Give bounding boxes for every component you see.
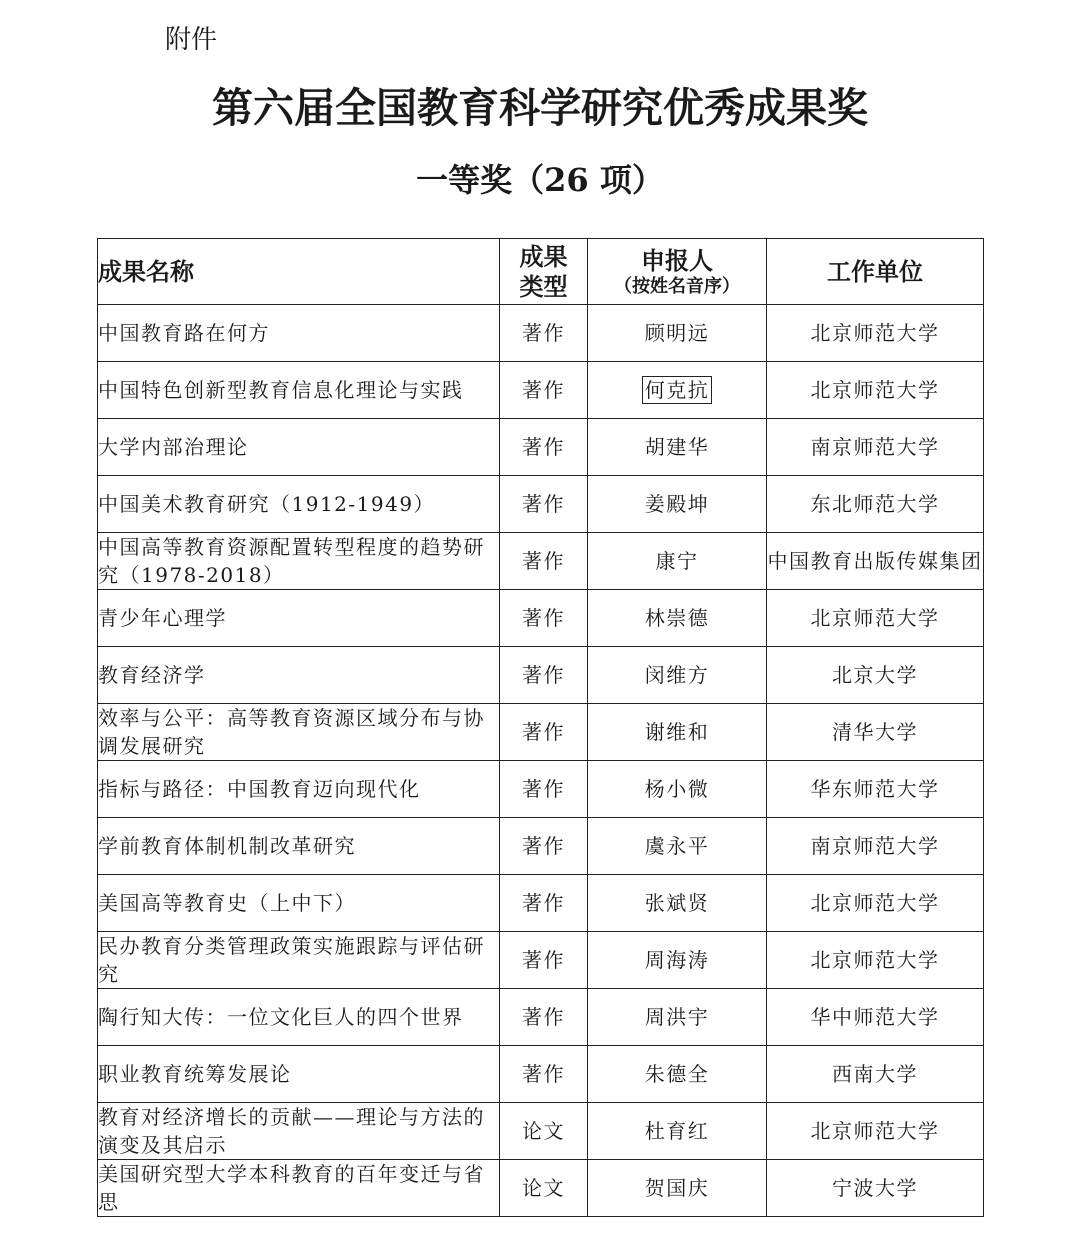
table-row: [98, 704, 984, 761]
page-title: 第六届全国教育科学研究优秀成果奖: [212, 84, 868, 132]
cell-achievement-type-text: 论文: [522, 1119, 565, 1143]
cell-achievement-type-text: 著作: [522, 948, 565, 972]
table-row: [98, 818, 984, 875]
cell-achievement-type: [500, 305, 588, 362]
cell-achievement-name: [98, 875, 500, 932]
cell-achievement-name: [98, 1160, 500, 1217]
cell-work-unit-text: 北京师范大学: [810, 891, 940, 915]
cell-work-unit: [767, 989, 984, 1046]
cell-achievement-name: [98, 818, 500, 875]
cell-work-unit-text: 南京师范大学: [810, 834, 940, 858]
cell-achievement-type-text: 著作: [522, 720, 565, 744]
cell-applicant: [588, 932, 767, 989]
cell-work-unit-text: 北京大学: [832, 663, 918, 687]
cell-work-unit-text: 北京师范大学: [810, 321, 940, 345]
cell-achievement-type: [500, 362, 588, 419]
cell-achievement-name: [98, 476, 500, 533]
cell-applicant-text: 康宁: [655, 549, 699, 573]
header-person-note: （按姓名音序）: [614, 275, 740, 297]
cell-work-unit-text: 中国教育出版传媒集团: [767, 549, 983, 573]
cell-achievement-name-text: 美国研究型大学本科教育的百年变迁与省思: [98, 1162, 485, 1214]
header-unit: 工作单位: [767, 239, 984, 305]
cell-achievement-name-text: 中国特色创新型教育信息化理论与实践: [98, 378, 464, 402]
cell-applicant-text: 贺国庆: [644, 1176, 710, 1200]
cell-work-unit: [767, 1160, 984, 1217]
cell-work-unit-text: 北京师范大学: [810, 378, 940, 402]
cell-achievement-type: [500, 1103, 588, 1160]
cell-achievement-type: [500, 419, 588, 476]
cell-applicant: [588, 362, 767, 419]
cell-applicant-text: 周海涛: [644, 948, 710, 972]
cell-achievement-name-text: 中国高等教育资源配置转型程度的趋势研究（1978-2018）: [98, 535, 485, 587]
cell-achievement-type-text: 著作: [522, 321, 565, 345]
cell-work-unit-text: 东北师范大学: [810, 492, 940, 516]
cell-achievement-name: [98, 932, 500, 989]
cell-achievement-name: [98, 1046, 500, 1103]
table-row: [98, 761, 984, 818]
cell-achievement-name-text: 中国美术教育研究（1912-1949）: [98, 492, 436, 516]
table-header-row: [98, 239, 984, 305]
cell-achievement-type-text: 著作: [522, 378, 565, 402]
cell-work-unit-text: 华东师范大学: [810, 777, 940, 801]
cell-achievement-name: [98, 761, 500, 818]
cell-achievement-type: [500, 818, 588, 875]
table-row: [98, 989, 984, 1046]
cell-applicant: [588, 875, 767, 932]
cell-applicant-text: 顾明远: [644, 321, 710, 345]
cell-achievement-name: [98, 704, 500, 761]
cell-achievement-name-text: 效率与公平：高等教育资源区域分布与协调发展研究: [98, 706, 485, 758]
table-row: [98, 590, 984, 647]
cell-work-unit: [767, 875, 984, 932]
cell-achievement-name: [98, 590, 500, 647]
cell-achievement-type-text: 著作: [522, 492, 565, 516]
cell-work-unit: [767, 305, 984, 362]
table-row: [98, 647, 984, 704]
cell-work-unit-text: 清华大学: [832, 720, 918, 744]
table-row: [98, 1160, 984, 1217]
table-row: [98, 419, 984, 476]
cell-achievement-type-text: 著作: [522, 549, 565, 573]
cell-applicant-text: 谢维和: [644, 720, 710, 744]
cell-achievement-type-text: 著作: [522, 435, 565, 459]
cell-achievement-name-text: 教育对经济增长的贡献——理论与方法的演变及其启示: [98, 1105, 485, 1157]
cell-achievement-type: [500, 476, 588, 533]
cell-achievement-name-text: 美国高等教育史（上中下）: [98, 891, 356, 915]
cell-applicant: [588, 989, 767, 1046]
cell-applicant: [588, 761, 767, 818]
cell-applicant: [588, 476, 767, 533]
table-row: [98, 533, 984, 590]
cell-achievement-type: [500, 989, 588, 1046]
cell-work-unit: [767, 818, 984, 875]
cell-achievement-type: [500, 704, 588, 761]
cell-work-unit-text: 北京师范大学: [810, 1119, 940, 1143]
cell-achievement-name-text: 职业教育统筹发展论: [98, 1062, 292, 1086]
cell-achievement-name: [98, 305, 500, 362]
attachment-label: 附件: [165, 25, 218, 55]
cell-work-unit: [767, 476, 984, 533]
table-row: [98, 875, 984, 932]
cell-work-unit: [767, 590, 984, 647]
cell-applicant-text: 姜殿坤: [644, 492, 710, 516]
header-type-line2: 类型: [519, 271, 568, 301]
table-row: [98, 1103, 984, 1160]
cell-achievement-type-text: 著作: [522, 1062, 565, 1086]
cell-work-unit: [767, 419, 984, 476]
cell-achievement-name-text: 指标与路径：中国教育迈向现代化: [98, 777, 421, 801]
cell-applicant: [588, 647, 767, 704]
cell-achievement-name-text: 陶行知大传：一位文化巨人的四个世界: [98, 1005, 464, 1029]
awards-table: [97, 238, 984, 1217]
cell-achievement-type-text: 著作: [522, 891, 565, 915]
table-row: [98, 476, 984, 533]
cell-applicant-text: 何克抗: [642, 376, 713, 404]
cell-achievement-type-text: 著作: [522, 606, 565, 630]
cell-achievement-type: [500, 590, 588, 647]
cell-applicant: [588, 419, 767, 476]
cell-achievement-name: [98, 533, 500, 590]
header-type-line1: 成果: [519, 241, 568, 271]
cell-work-unit: [767, 647, 984, 704]
cell-achievement-type-text: 著作: [522, 663, 565, 687]
cell-applicant-text: 朱德全: [644, 1062, 710, 1086]
cell-achievement-type: [500, 875, 588, 932]
cell-applicant-text: 周洪宇: [644, 1005, 710, 1029]
cell-achievement-type: [500, 761, 588, 818]
cell-applicant: [588, 1046, 767, 1103]
cell-applicant: [588, 818, 767, 875]
cell-work-unit-text: 华中师范大学: [810, 1005, 940, 1029]
cell-work-unit: [767, 704, 984, 761]
cell-achievement-name-text: 民办教育分类管理政策实施跟踪与评估研究: [98, 934, 485, 986]
cell-achievement-name-text: 教育经济学: [98, 663, 206, 687]
cell-applicant-text: 杜育红: [644, 1119, 710, 1143]
cell-achievement-type: [500, 647, 588, 704]
cell-achievement-type: [500, 1160, 588, 1217]
cell-applicant: [588, 1160, 767, 1217]
cell-achievement-type-text: 著作: [522, 1005, 565, 1029]
cell-achievement-name: [98, 362, 500, 419]
cell-applicant-text: 闵维方: [644, 663, 710, 687]
table-row: [98, 932, 984, 989]
cell-work-unit-text: 宁波大学: [832, 1176, 918, 1200]
table-body: [98, 305, 984, 1217]
cell-achievement-type-text: 著作: [522, 834, 565, 858]
cell-achievement-name: [98, 989, 500, 1046]
cell-achievement-type: [500, 1046, 588, 1103]
cell-work-unit-text: 南京师范大学: [810, 435, 940, 459]
cell-work-unit: [767, 761, 984, 818]
cell-achievement-name: [98, 647, 500, 704]
header-type: [500, 239, 588, 305]
header-person-label: 申报人: [641, 245, 713, 275]
table-row: [98, 362, 984, 419]
cell-achievement-type-text: 论文: [522, 1176, 565, 1200]
cell-achievement-name-text: 青少年心理学: [98, 606, 227, 630]
cell-applicant-text: 杨小微: [644, 777, 710, 801]
cell-applicant: [588, 590, 767, 647]
cell-work-unit: [767, 362, 984, 419]
cell-applicant-text: 虞永平: [644, 834, 710, 858]
cell-applicant: [588, 1103, 767, 1160]
cell-work-unit: [767, 932, 984, 989]
cell-achievement-name-text: 大学内部治理论: [98, 435, 249, 459]
cell-applicant-text: 胡建华: [644, 435, 710, 459]
cell-applicant-text: 林崇德: [644, 606, 710, 630]
cell-achievement-type-text: 著作: [522, 777, 565, 801]
cell-work-unit: [767, 533, 984, 590]
award-level-subtitle: 一等奖（26 项）: [416, 161, 664, 199]
cell-applicant-text: 张斌贤: [644, 891, 710, 915]
cell-achievement-type: [500, 932, 588, 989]
header-person: [588, 239, 767, 305]
cell-achievement-name: [98, 419, 500, 476]
cell-work-unit-text: 北京师范大学: [810, 606, 940, 630]
cell-achievement-type: [500, 533, 588, 590]
cell-work-unit-text: 西南大学: [832, 1062, 918, 1086]
cell-work-unit-text: 北京师范大学: [810, 948, 940, 972]
cell-work-unit: [767, 1046, 984, 1103]
cell-achievement-name-text: 中国教育路在何方: [98, 321, 270, 345]
cell-achievement-name: [98, 1103, 500, 1160]
table-row: [98, 1046, 984, 1103]
cell-work-unit: [767, 1103, 984, 1160]
cell-applicant: [588, 305, 767, 362]
table-row: [98, 305, 984, 362]
cell-achievement-name-text: 学前教育体制机制改革研究: [98, 834, 356, 858]
cell-applicant: [588, 533, 767, 590]
cell-applicant: [588, 704, 767, 761]
header-name: 成果名称: [98, 239, 500, 305]
